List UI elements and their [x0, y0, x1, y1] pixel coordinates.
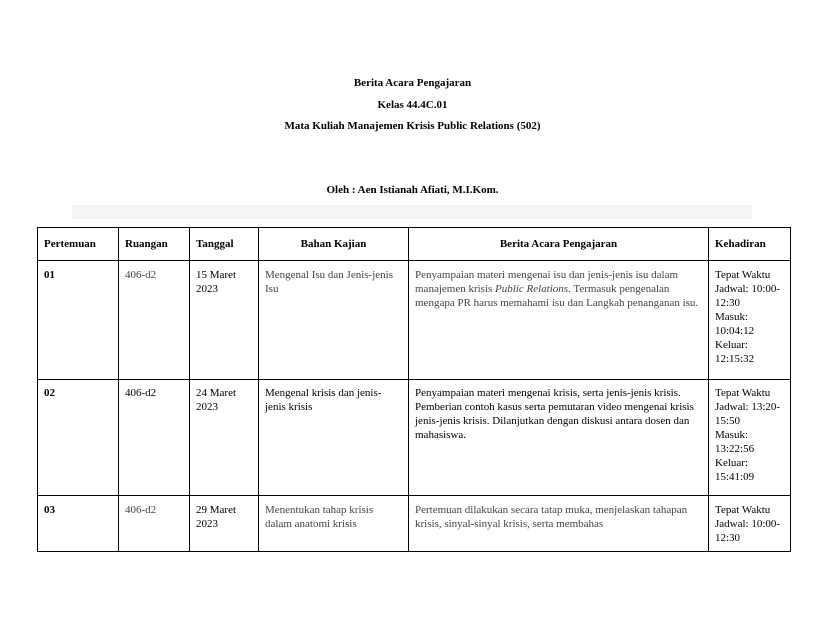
- attendance-schedule: Jadwal: 10:00-12:30: [715, 518, 781, 544]
- cell-pertemuan: 01: [38, 261, 119, 380]
- cell-tanggal: 24 Maret 2023: [190, 380, 259, 496]
- cell-tanggal: 29 Maret 2023: [190, 496, 259, 552]
- table-header-row: [38, 228, 791, 261]
- berita-italic-text: Public Relations: [495, 283, 569, 295]
- header-berita-acara: Berita Acara Pengajaran: [409, 228, 709, 261]
- berita-text-cont: . Termasuk pengenalan mengapa PR harus memahami isu dan Langkah penanganan isu.: [415, 283, 699, 309]
- cell-pertemuan: 02: [38, 380, 119, 496]
- header-ruangan: Ruangan: [119, 228, 190, 261]
- cell-ruangan: 406-d2: [119, 496, 190, 552]
- attendance-in: Masuk: 10:04:12: [715, 311, 755, 337]
- attendance-status: Tepat Waktu: [715, 269, 771, 281]
- attendance-out: Keluar: 12:15:32: [715, 339, 755, 365]
- lecturer-name: Oleh : Aen Istianah Afiati, M.I.Kom.: [326, 184, 499, 196]
- table-row: [38, 261, 791, 380]
- cell-kehadiran: [709, 496, 791, 552]
- header-bahan-kajian: Bahan Kajian: [259, 228, 409, 261]
- attendance-schedule: Jadwal: 10:00-12:30: [715, 283, 781, 309]
- attendance-schedule: Jadwal: 13:20-15:50: [715, 401, 781, 427]
- attendance-out: Keluar: 15:41:09: [715, 457, 755, 483]
- class-code: Kelas 44.4C.01: [377, 99, 448, 111]
- attendance-status: Tepat Waktu: [715, 387, 771, 399]
- cell-tanggal: 15 Maret 2023: [190, 261, 259, 380]
- table-row: [38, 380, 791, 496]
- cell-berita-acara: [409, 261, 709, 380]
- teaching-report-table: [37, 227, 791, 552]
- cell-pertemuan: 03: [38, 496, 119, 552]
- cell-berita-acara: Penyampaian materi mengenai krisis, serta jenis-jenis krisis. Pemberian contoh kasus serta pemutaran video mengenai krisis jenis-jenis krisis. Dilanjutkan dengan diskusi antara dosen dan mahasiswa.: [409, 380, 709, 496]
- attendance-status: Tepat Waktu: [715, 504, 771, 516]
- cell-ruangan: 406-d2: [119, 380, 190, 496]
- shaded-band: [72, 205, 752, 219]
- cell-ruangan: 406-d2: [119, 261, 190, 380]
- cell-bahan-kajian: Menentukan tahap krisis dalam anatomi krisis: [259, 496, 409, 552]
- document-title: Berita Acara Pengajaran: [353, 77, 472, 89]
- cell-bahan-kajian: Mengenal Isu dan Jenis-jenis Isu: [259, 261, 409, 380]
- table-row: [38, 496, 791, 552]
- header-kehadiran: Kehadiran: [709, 228, 791, 261]
- attendance-in: Masuk: 13:22:56: [715, 429, 755, 455]
- cell-kehadiran: [709, 261, 791, 380]
- cell-bahan-kajian: Mengenal krisis dan jenis-jenis krisis: [259, 380, 409, 496]
- berita-text: Penyampaian materi mengenai isu dan jenis-jenis isu dalam manajemen krisis: [415, 269, 679, 295]
- cell-berita-acara: Pertemuan dilakukan secara tatap muka, menjelaskan tahapan krisis, sinyal-sinyal krisis, serta membahas: [409, 496, 709, 552]
- cell-kehadiran: [709, 380, 791, 496]
- header-pertemuan: Pertemuan: [38, 228, 119, 261]
- course-name: Mata Kuliah Manajemen Krisis Public Relations (502): [284, 120, 541, 132]
- header-tanggal: Tanggal: [190, 228, 259, 261]
